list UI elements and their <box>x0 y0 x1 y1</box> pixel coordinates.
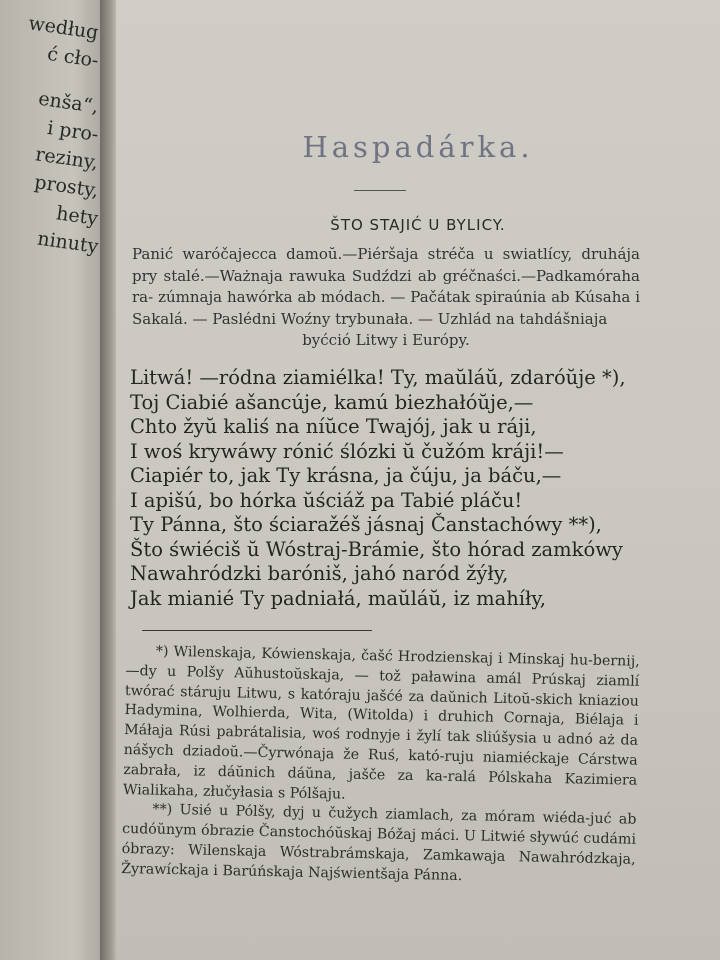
title-divider <box>354 190 406 191</box>
left-page-line: ninuty <box>35 227 100 258</box>
chapter-title: ŠTO STAJIĆ U BYLICY. <box>330 216 506 234</box>
summary-line: Panić waróčajecca damoŭ.—Piéršaja stréča u swiatlícy, druhája pry <box>132 245 640 285</box>
verse-line: Ty Pánna, što ściaražéš jásnaj Čanstachówy **), <box>130 513 602 536</box>
left-page-line: ć cło- <box>45 42 100 72</box>
verse-line: Jak mianié Ty padniałá, maŭláŭ, iz mahíły, <box>130 586 546 610</box>
verse-line: Litwá! —ródna ziamiélka! Ty, maŭláŭ, zdaróŭje *), <box>130 366 626 389</box>
page-title: Haspadárka. <box>302 130 534 164</box>
left-page-line: enša“, <box>36 87 100 118</box>
footnotes <box>121 642 640 890</box>
verse-line: Ciapiér to, jak Ty krásna, ja čúju, ja báču,— <box>130 464 562 487</box>
summary-line: i Sakalá. — Paslédni Woźny trybunała. — Uzhlád na tahdášniaja <box>132 288 640 328</box>
verse-line: I woś krywáwy rónić ślózki ŭ čužóm kráji!— <box>130 439 564 463</box>
summary-line: stalé.—Ważnaja rawuka Sudździ ab gréčnaści.—Padkamóraha ra- <box>132 266 640 306</box>
verse-line: Što świéciš ŭ Wóstraj-Brámie, što hórad zamkówy <box>130 537 623 561</box>
summary-line: byćció Litwy i Európy. <box>302 331 470 349</box>
left-page-line: prosty, <box>32 171 100 202</box>
verse-line: I apišú, bo hórka ŭściáž pa Tabié pláču! <box>130 488 523 512</box>
verse-block <box>130 366 650 611</box>
footnote-2: **) Usié u Pólšy, dyj u čužych ziamlach, za móram wiéda-juć ab cudóŭnym óbrazie Čanstochóŭskaj Bóžaj máci. U Litwié sływúć cudámi óbrazy: Wilenskaja Wóstrabrámskaja, Zamkawaja Nawahródzkaja, Žyrawíckaja i Barúńskaja Najświentšaja Pánna. <box>121 801 637 884</box>
verse-line: Toj Ciabié ašancúje, kamú biezhałóŭje,— <box>130 390 534 414</box>
verse-line: Nawahródzki baróniš, jahó naród žýły, <box>130 562 509 585</box>
left-page-line: według <box>26 12 100 44</box>
footnote-1: *) Wilenskaja, Kówienskaja, čašć Hrodzienskaj i Minskaj hu-bernij,—dy u Polšy Aŭhustoŭskaja, — tož paławina amál Prúskaj ziamlí twórać stáruju Litwu, s katóraju jašćé za daŭnich Litoŭ-skich kniaziou Hadymina, Wolhierda, Wita, (Witolda) i druhich Cornaja, Biélaja i Máłaja Rúsi pabrátalisia, woś rodnyje i žylí tak sliúšysia u adnó aż da nášych dziadoŭ.—Čyrwónaja že Ruś, kató-ruju niamiéckaje Cárstwa zabrała, iz dáŭnich dáŭna, jašče za ka-ralá Pólskaha Kazimiera Wialikaha, złučyłasia s Pólšaju. <box>122 643 640 803</box>
chapter-summary <box>132 244 640 352</box>
book-page <box>116 0 720 960</box>
left-page-line: hety <box>55 202 100 230</box>
left-page-line: i pro- <box>45 116 100 146</box>
left-page <box>0 0 104 960</box>
left-page-line: reziny, <box>34 143 100 174</box>
verse-line: Chto žyŭ kaliś na níŭce Twajój, jak u ráji, <box>130 415 537 438</box>
footnote-divider <box>142 630 372 631</box>
summary-line: zúmnaja hawórka ab módach. — Pačátak spiraúnia ab Kúsaha <box>158 288 631 306</box>
